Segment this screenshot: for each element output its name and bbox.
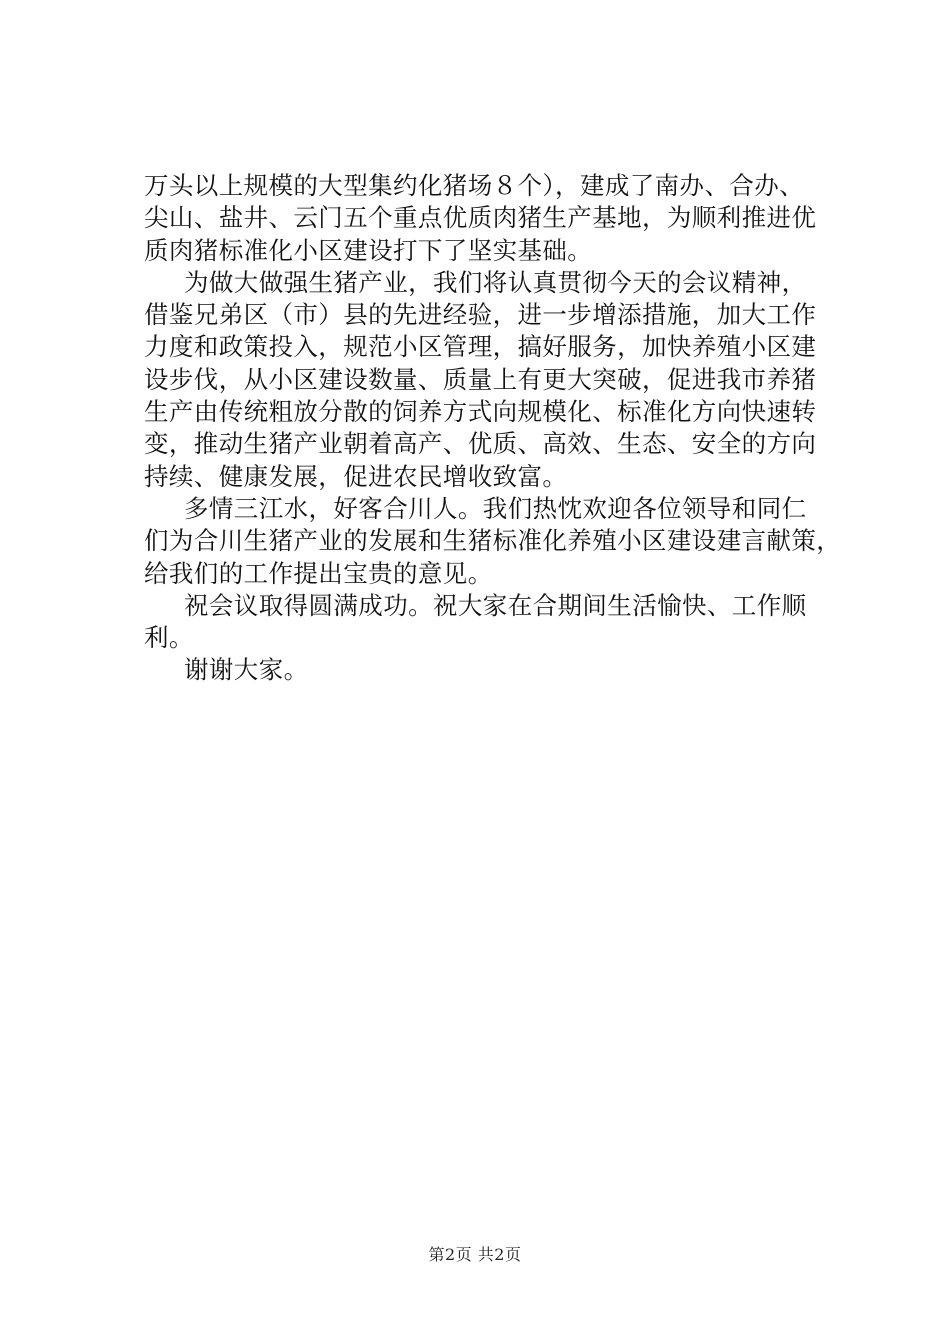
paragraph — [144, 590, 834, 655]
text-line: 尖山、盐井、云门五个重点优质肉猪生产基地，为顺利推进优 — [144, 203, 817, 233]
text-line: 多情三江水，好客合川人。我们热忱欢迎各位领导和同仁 — [184, 493, 807, 523]
text-line: 生产由传统粗放分散的饲养方式向规模化、标准化方向快速转 — [144, 397, 817, 427]
text-line: 给我们的工作提出宝贵的意见。 — [144, 558, 493, 588]
text-line: 为做大做强生猪产业，我们将认真贯彻今天的会议精神， — [184, 267, 807, 297]
paragraph — [144, 493, 842, 590]
text-line: 利。 — [144, 623, 194, 653]
page-number-footer: 第2页 共2页 — [428, 1245, 522, 1264]
paragraph — [144, 267, 834, 493]
text-line: 变，推动生猪产业朝着高产、优质、高效、生态、安全的方向 — [144, 429, 817, 459]
text-line: 设步伐，从小区建设数量、质量上有更大突破，促进我市养猪 — [144, 364, 817, 394]
paragraph — [144, 170, 834, 267]
text-line: 万头以上规模的大型集约化猪场８个），建成了南办、合办、 — [144, 171, 805, 200]
body-text — [144, 170, 842, 687]
paragraph — [144, 654, 834, 686]
text-line: 谢谢大家。 — [184, 655, 309, 685]
text-line: 祝会议取得圆满成功。祝大家在合期间生活愉快、工作顺 — [184, 590, 807, 620]
text-line: 持续、健康发展，促进农民增收致富。 — [144, 461, 568, 491]
text-line: 们为合川生猪产业的发展和生猪标准化养殖小区建设建言献策， — [144, 526, 842, 556]
text-line: 借鉴兄弟区（市）县的先进经验，进一步增添措施，加大工作 — [144, 300, 817, 330]
text-line: 力度和政策投入，规范小区管理，搞好服务，加快养殖小区建 — [144, 332, 817, 362]
text-line: 质肉猪标准化小区建设打下了坚实基础。 — [144, 235, 593, 265]
